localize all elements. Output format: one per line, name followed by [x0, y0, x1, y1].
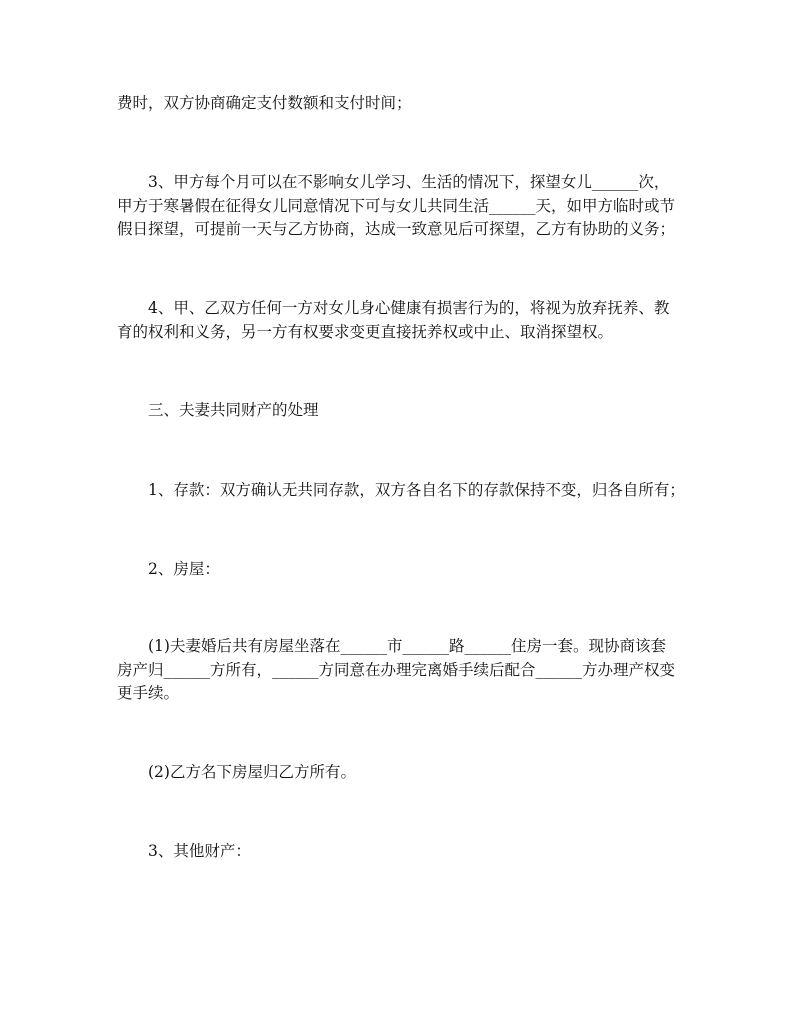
section-heading-joint-property: [117, 399, 687, 423]
paragraph-harm-clause: [117, 297, 687, 344]
paragraph-line: 房产归______方所有，______方同意在办理完离婚手续后配合______方办理产权变: [117, 660, 676, 679]
paragraph-deposits: [117, 479, 687, 503]
section-heading: 三、夫妻共同财产的处理: [148, 401, 319, 419]
paragraph-line: 2、房屋：: [148, 560, 220, 578]
paragraph-line: 甲方于寒暑假在征得女儿同意情况下可与女儿共同生活______天，如甲方临时或节: [117, 196, 676, 215]
paragraph-line: 3、其他财产：: [148, 842, 251, 860]
paragraph-line: 4、甲、乙双方任何一方对女儿身心健康有损害行为的，将视为放弃抚养、教: [148, 299, 670, 317]
paragraph-payment-continuation: [117, 92, 687, 116]
paragraph-line: 更手续。: [117, 684, 180, 702]
paragraph-party-b-house: [117, 761, 687, 785]
paragraph-line: 1、存款：双方确认无共同存款，双方各自名下的存款保持不变，归各自所有；: [148, 481, 685, 499]
paragraph-other-property: [117, 840, 687, 864]
paragraph-line: 假日探望，可提前一天与乙方协商，达成一致意见后可探望，乙方有协助的义务；: [117, 220, 676, 238]
paragraph-line: (2)乙方名下房屋归乙方所有。: [148, 763, 356, 781]
paragraph-line: 费时，双方协商确定支付数额和支付时间；: [117, 94, 412, 112]
paragraph-line: (1)夫妻婚后共有房屋坐落在______市______路______住房一套。现协商该套: [148, 637, 666, 655]
paragraph-line: 育的权利和义务，另一方有权要求变更直接抚养权或中止、取消探望权。: [117, 322, 614, 341]
paragraph-visitation-rights: [117, 171, 687, 242]
paragraph-shared-house: [117, 635, 687, 706]
paragraph-line: 3、甲方每个月可以在不影响女儿学习、生活的情况下，探望女儿______次，: [148, 173, 670, 191]
paragraph-housing-heading: [117, 558, 687, 582]
